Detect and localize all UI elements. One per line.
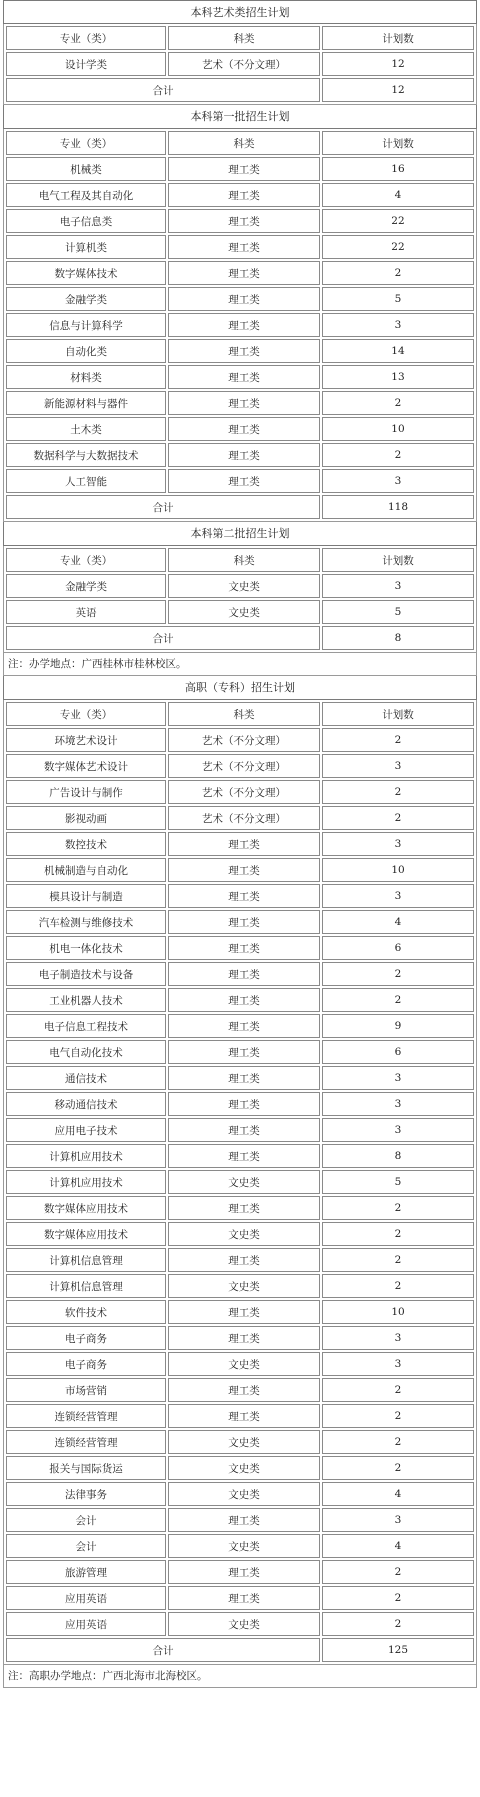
table-row bbox=[6, 339, 474, 363]
cell-category: 文史类 bbox=[168, 1482, 320, 1506]
header-row bbox=[6, 26, 474, 50]
table-row bbox=[6, 1092, 474, 1116]
cell-category: 艺术（不分文理） bbox=[168, 806, 320, 830]
cell-category: 文史类 bbox=[168, 1222, 320, 1246]
cell-category: 理工类 bbox=[168, 1144, 320, 1168]
table-row bbox=[6, 1482, 474, 1506]
cell-major: 电子信息类 bbox=[6, 209, 166, 233]
cell-category: 理工类 bbox=[168, 157, 320, 181]
header-category: 科类 bbox=[168, 26, 320, 50]
cell-category: 理工类 bbox=[168, 1092, 320, 1116]
table-row bbox=[6, 1144, 474, 1168]
cell-count: 3 bbox=[322, 1508, 474, 1532]
cell-major: 金融学类 bbox=[6, 287, 166, 311]
table-row bbox=[6, 1170, 474, 1194]
cell-major: 应用英语 bbox=[6, 1586, 166, 1610]
header-category: 科类 bbox=[168, 702, 320, 726]
cell-count: 3 bbox=[322, 1066, 474, 1090]
cell-category: 文史类 bbox=[168, 600, 320, 624]
table-row bbox=[6, 443, 474, 467]
cell-count: 2 bbox=[322, 443, 474, 467]
cell-category: 理工类 bbox=[168, 1066, 320, 1090]
total-value: 125 bbox=[322, 1638, 474, 1662]
cell-count: 2 bbox=[322, 261, 474, 285]
cell-category: 理工类 bbox=[168, 1196, 320, 1220]
table-row bbox=[6, 1300, 474, 1324]
cell-category: 文史类 bbox=[168, 1612, 320, 1636]
cell-major: 环境艺术设计 bbox=[6, 728, 166, 752]
table-row bbox=[6, 1508, 474, 1532]
plan-table bbox=[3, 546, 477, 653]
cell-category: 艺术（不分文理） bbox=[168, 52, 320, 76]
cell-category: 理工类 bbox=[168, 1040, 320, 1064]
total-label: 合计 bbox=[6, 1638, 320, 1662]
cell-major: 连锁经营管理 bbox=[6, 1404, 166, 1428]
total-value: 118 bbox=[322, 495, 474, 519]
cell-major: 设计学类 bbox=[6, 52, 166, 76]
cell-count: 10 bbox=[322, 1300, 474, 1324]
table-row bbox=[6, 1430, 474, 1454]
cell-category: 理工类 bbox=[168, 417, 320, 441]
table-row bbox=[6, 1456, 474, 1480]
cell-count: 2 bbox=[322, 1560, 474, 1584]
table-row bbox=[6, 962, 474, 986]
cell-category: 文史类 bbox=[168, 1274, 320, 1298]
cell-count: 8 bbox=[322, 1144, 474, 1168]
cell-category: 理工类 bbox=[168, 1508, 320, 1532]
cell-count: 10 bbox=[322, 417, 474, 441]
cell-major: 数字媒体应用技术 bbox=[6, 1222, 166, 1246]
cell-major: 金融学类 bbox=[6, 574, 166, 598]
table-row bbox=[6, 858, 474, 882]
cell-count: 3 bbox=[322, 574, 474, 598]
cell-count: 3 bbox=[322, 832, 474, 856]
cell-count: 2 bbox=[322, 1274, 474, 1298]
cell-count: 22 bbox=[322, 235, 474, 259]
table-row bbox=[6, 1326, 474, 1350]
total-row bbox=[6, 495, 474, 519]
cell-major: 连锁经营管理 bbox=[6, 1430, 166, 1454]
header-count: 计划数 bbox=[322, 131, 474, 155]
cell-major: 机电一体化技术 bbox=[6, 936, 166, 960]
cell-major: 报关与国际货运 bbox=[6, 1456, 166, 1480]
cell-major: 土木类 bbox=[6, 417, 166, 441]
table-row bbox=[6, 832, 474, 856]
section-title: 高职（专科）招生计划 bbox=[3, 676, 477, 700]
cell-category: 文史类 bbox=[168, 1352, 320, 1376]
cell-category: 理工类 bbox=[168, 1404, 320, 1428]
cell-category: 理工类 bbox=[168, 209, 320, 233]
table-row bbox=[6, 469, 474, 493]
cell-major: 机械类 bbox=[6, 157, 166, 181]
cell-category: 文史类 bbox=[168, 574, 320, 598]
cell-major: 计算机信息管理 bbox=[6, 1248, 166, 1272]
cell-count: 2 bbox=[322, 1404, 474, 1428]
cell-category: 文史类 bbox=[168, 1456, 320, 1480]
cell-count: 2 bbox=[322, 1586, 474, 1610]
cell-category: 理工类 bbox=[168, 1560, 320, 1584]
cell-count: 9 bbox=[322, 1014, 474, 1038]
cell-category: 艺术（不分文理） bbox=[168, 780, 320, 804]
cell-major: 数据科学与大数据技术 bbox=[6, 443, 166, 467]
total-row bbox=[6, 1638, 474, 1662]
cell-major: 工业机器人技术 bbox=[6, 988, 166, 1012]
total-value: 8 bbox=[322, 626, 474, 650]
cell-category: 艺术（不分文理） bbox=[168, 754, 320, 778]
table-row bbox=[6, 1248, 474, 1272]
cell-major: 数字媒体技术 bbox=[6, 261, 166, 285]
header-count: 计划数 bbox=[322, 26, 474, 50]
cell-category: 理工类 bbox=[168, 910, 320, 934]
table-row bbox=[6, 574, 474, 598]
cell-count: 2 bbox=[322, 1456, 474, 1480]
cell-major: 会计 bbox=[6, 1534, 166, 1558]
cell-category: 理工类 bbox=[168, 365, 320, 389]
cell-major: 自动化类 bbox=[6, 339, 166, 363]
cell-major: 电子制造技术与设备 bbox=[6, 962, 166, 986]
header-major: 专业（类） bbox=[6, 702, 166, 726]
table-row bbox=[6, 157, 474, 181]
table-row bbox=[6, 988, 474, 1012]
cell-category: 理工类 bbox=[168, 884, 320, 908]
cell-count: 2 bbox=[322, 1222, 474, 1246]
cell-major: 电子商务 bbox=[6, 1352, 166, 1376]
cell-count: 5 bbox=[322, 1170, 474, 1194]
cell-count: 3 bbox=[322, 754, 474, 778]
table-row bbox=[6, 183, 474, 207]
cell-category: 文史类 bbox=[168, 1430, 320, 1454]
section-title: 本科艺术类招生计划 bbox=[3, 0, 477, 24]
cell-major: 法律事务 bbox=[6, 1482, 166, 1506]
header-major: 专业（类） bbox=[6, 131, 166, 155]
cell-count: 4 bbox=[322, 183, 474, 207]
cell-count: 12 bbox=[322, 52, 474, 76]
table-row bbox=[6, 235, 474, 259]
cell-major: 电子信息工程技术 bbox=[6, 1014, 166, 1038]
section-title: 本科第二批招生计划 bbox=[3, 522, 477, 546]
cell-count: 3 bbox=[322, 884, 474, 908]
cell-count: 13 bbox=[322, 365, 474, 389]
cell-major: 通信技术 bbox=[6, 1066, 166, 1090]
cell-count: 2 bbox=[322, 391, 474, 415]
table-row bbox=[6, 1014, 474, 1038]
cell-count: 14 bbox=[322, 339, 474, 363]
table-row bbox=[6, 910, 474, 934]
cell-category: 理工类 bbox=[168, 936, 320, 960]
cell-major: 电气工程及其自动化 bbox=[6, 183, 166, 207]
cell-major: 数控技术 bbox=[6, 832, 166, 856]
table-row bbox=[6, 1196, 474, 1220]
cell-category: 理工类 bbox=[168, 235, 320, 259]
header-row bbox=[6, 131, 474, 155]
cell-count: 3 bbox=[322, 1326, 474, 1350]
cell-major: 材料类 bbox=[6, 365, 166, 389]
cell-major: 信息与计算科学 bbox=[6, 313, 166, 337]
table-row bbox=[6, 806, 474, 830]
cell-major: 移动通信技术 bbox=[6, 1092, 166, 1116]
cell-count: 2 bbox=[322, 728, 474, 752]
total-label: 合计 bbox=[6, 78, 320, 102]
cell-major: 汽车检测与维修技术 bbox=[6, 910, 166, 934]
cell-major: 旅游管理 bbox=[6, 1560, 166, 1584]
table-row bbox=[6, 780, 474, 804]
table-row bbox=[6, 1378, 474, 1402]
cell-count: 5 bbox=[322, 600, 474, 624]
cell-category: 理工类 bbox=[168, 1014, 320, 1038]
cell-major: 新能源材料与器件 bbox=[6, 391, 166, 415]
table-row bbox=[6, 1612, 474, 1636]
cell-category: 理工类 bbox=[168, 1248, 320, 1272]
cell-major: 模具设计与制造 bbox=[6, 884, 166, 908]
total-row bbox=[6, 626, 474, 650]
table-row bbox=[6, 1118, 474, 1142]
cell-category: 理工类 bbox=[168, 1326, 320, 1350]
table-row bbox=[6, 754, 474, 778]
cell-major: 数字媒体艺术设计 bbox=[6, 754, 166, 778]
cell-major: 会计 bbox=[6, 1508, 166, 1532]
cell-count: 6 bbox=[322, 936, 474, 960]
table-row bbox=[6, 1066, 474, 1090]
table-row bbox=[6, 884, 474, 908]
header-count: 计划数 bbox=[322, 548, 474, 572]
cell-major: 电子商务 bbox=[6, 1326, 166, 1350]
cell-category: 理工类 bbox=[168, 183, 320, 207]
cell-count: 10 bbox=[322, 858, 474, 882]
cell-category: 理工类 bbox=[168, 391, 320, 415]
plan-table bbox=[3, 700, 477, 1665]
cell-category: 理工类 bbox=[168, 1378, 320, 1402]
cell-category: 理工类 bbox=[168, 832, 320, 856]
table-row bbox=[6, 391, 474, 415]
header-category: 科类 bbox=[168, 131, 320, 155]
cell-count: 2 bbox=[322, 1612, 474, 1636]
cell-category: 理工类 bbox=[168, 858, 320, 882]
cell-major: 广告设计与制作 bbox=[6, 780, 166, 804]
total-row bbox=[6, 78, 474, 102]
header-major: 专业（类） bbox=[6, 26, 166, 50]
cell-category: 理工类 bbox=[168, 962, 320, 986]
cell-count: 2 bbox=[322, 1248, 474, 1272]
cell-count: 2 bbox=[322, 1430, 474, 1454]
table-row bbox=[6, 209, 474, 233]
table-row bbox=[6, 1534, 474, 1558]
table-row bbox=[6, 261, 474, 285]
table-row bbox=[6, 728, 474, 752]
table-row bbox=[6, 1040, 474, 1064]
header-category: 科类 bbox=[168, 548, 320, 572]
table-row bbox=[6, 417, 474, 441]
cell-category: 文史类 bbox=[168, 1170, 320, 1194]
cell-major: 人工智能 bbox=[6, 469, 166, 493]
header-count: 计划数 bbox=[322, 702, 474, 726]
table-row bbox=[6, 365, 474, 389]
cell-major: 软件技术 bbox=[6, 1300, 166, 1324]
cell-category: 艺术（不分文理） bbox=[168, 728, 320, 752]
cell-major: 数字媒体应用技术 bbox=[6, 1196, 166, 1220]
cell-category: 理工类 bbox=[168, 469, 320, 493]
cell-count: 2 bbox=[322, 962, 474, 986]
cell-major: 英语 bbox=[6, 600, 166, 624]
cell-count: 22 bbox=[322, 209, 474, 233]
cell-count: 3 bbox=[322, 313, 474, 337]
cell-count: 6 bbox=[322, 1040, 474, 1064]
plan-table bbox=[3, 24, 477, 105]
total-value: 12 bbox=[322, 78, 474, 102]
cell-major: 计算机应用技术 bbox=[6, 1170, 166, 1194]
cell-major: 市场营销 bbox=[6, 1378, 166, 1402]
table-row bbox=[6, 1404, 474, 1428]
cell-category: 理工类 bbox=[168, 988, 320, 1012]
header-row bbox=[6, 702, 474, 726]
cell-count: 16 bbox=[322, 157, 474, 181]
cell-count: 4 bbox=[322, 1534, 474, 1558]
cell-category: 理工类 bbox=[168, 443, 320, 467]
cell-major: 应用电子技术 bbox=[6, 1118, 166, 1142]
cell-category: 理工类 bbox=[168, 1118, 320, 1142]
cell-count: 4 bbox=[322, 910, 474, 934]
cell-count: 2 bbox=[322, 988, 474, 1012]
cell-count: 3 bbox=[322, 1118, 474, 1142]
table-row bbox=[6, 52, 474, 76]
cell-major: 机械制造与自动化 bbox=[6, 858, 166, 882]
total-label: 合计 bbox=[6, 495, 320, 519]
cell-category: 理工类 bbox=[168, 313, 320, 337]
section-note: 注：办学地点：广西桂林市桂林校区。 bbox=[3, 653, 477, 676]
cell-count: 2 bbox=[322, 1378, 474, 1402]
plan-table bbox=[3, 129, 477, 522]
cell-category: 理工类 bbox=[168, 1586, 320, 1610]
cell-major: 电气自动化技术 bbox=[6, 1040, 166, 1064]
total-label: 合计 bbox=[6, 626, 320, 650]
table-row bbox=[6, 1560, 474, 1584]
cell-major: 计算机应用技术 bbox=[6, 1144, 166, 1168]
cell-category: 理工类 bbox=[168, 1300, 320, 1324]
cell-count: 3 bbox=[322, 469, 474, 493]
cell-major: 计算机类 bbox=[6, 235, 166, 259]
table-row bbox=[6, 1222, 474, 1246]
cell-category: 理工类 bbox=[168, 261, 320, 285]
cell-major: 影视动画 bbox=[6, 806, 166, 830]
cell-count: 3 bbox=[322, 1352, 474, 1376]
cell-category: 理工类 bbox=[168, 339, 320, 363]
cell-count: 2 bbox=[322, 1196, 474, 1220]
table-row bbox=[6, 936, 474, 960]
cell-count: 3 bbox=[322, 1092, 474, 1116]
section-note: 注：高职办学地点：广西北海市北海校区。 bbox=[3, 1665, 477, 1688]
cell-count: 2 bbox=[322, 806, 474, 830]
header-major: 专业（类） bbox=[6, 548, 166, 572]
table-row bbox=[6, 600, 474, 624]
cell-category: 理工类 bbox=[168, 287, 320, 311]
cell-category: 文史类 bbox=[168, 1534, 320, 1558]
cell-major: 计算机信息管理 bbox=[6, 1274, 166, 1298]
section-title: 本科第一批招生计划 bbox=[3, 105, 477, 129]
cell-count: 4 bbox=[322, 1482, 474, 1506]
table-row bbox=[6, 287, 474, 311]
table-row bbox=[6, 1274, 474, 1298]
cell-major: 应用英语 bbox=[6, 1612, 166, 1636]
table-row bbox=[6, 1586, 474, 1610]
table-row bbox=[6, 313, 474, 337]
cell-count: 5 bbox=[322, 287, 474, 311]
cell-count: 2 bbox=[322, 780, 474, 804]
table-row bbox=[6, 1352, 474, 1376]
header-row bbox=[6, 548, 474, 572]
